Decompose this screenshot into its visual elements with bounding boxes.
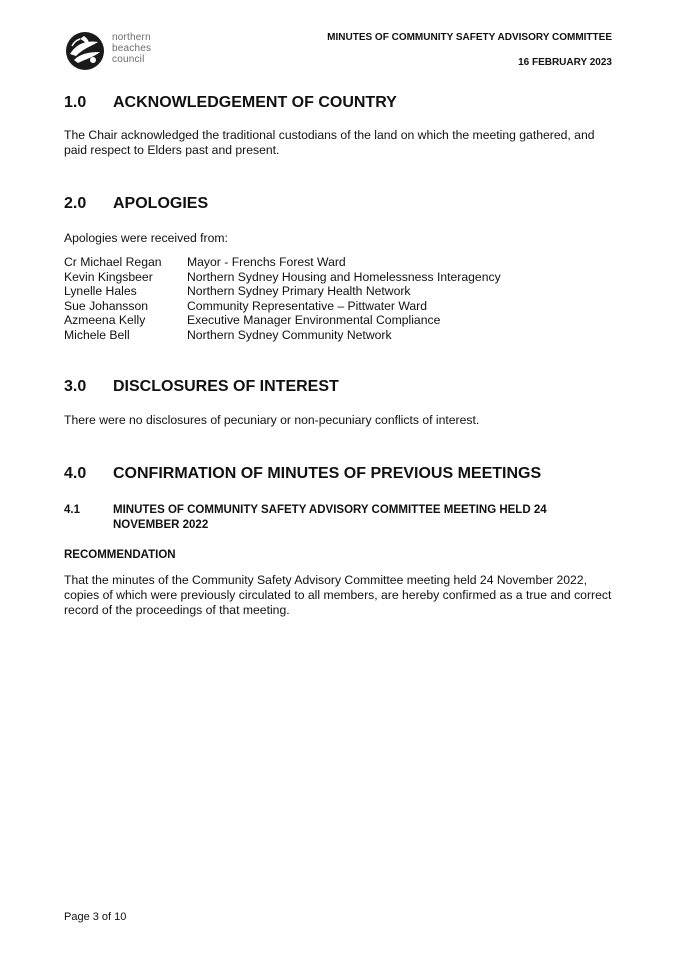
section-number: 1.0 bbox=[64, 94, 87, 111]
apology-name: Azmeena Kelly bbox=[64, 313, 146, 328]
document-title: MINUTES OF COMMUNITY SAFETY ADVISORY COMMITTEE bbox=[327, 32, 612, 43]
logo-line-1: northern bbox=[112, 32, 151, 43]
list-item bbox=[64, 299, 614, 314]
apology-name: Kevin Kingsbeer bbox=[64, 269, 153, 284]
section-title: ACKNOWLEDGEMENT OF COUNTRY bbox=[113, 94, 397, 111]
northern-beaches-council-logo-icon bbox=[64, 30, 106, 72]
document-date: 16 FEBRUARY 2023 bbox=[518, 57, 612, 68]
section-title: APOLOGIES bbox=[113, 195, 209, 212]
apology-role: Community Representative – Pittwater Ward bbox=[187, 298, 428, 313]
council-logo bbox=[64, 30, 174, 74]
section-heading-4 bbox=[64, 465, 541, 483]
subsection-title: MINUTES OF COMMUNITY SAFETY ADVISORY COMMITTEE MEETING HELD 24 NOVEMBER 2022 bbox=[113, 504, 547, 531]
section-heading-3 bbox=[64, 378, 339, 396]
apologies-list bbox=[64, 255, 614, 343]
apology-role: Executive Manager Environmental Compliance bbox=[187, 313, 441, 328]
logo-wordmark bbox=[112, 32, 151, 65]
apologies-intro: Apologies were received from: bbox=[64, 231, 228, 245]
section-title: DISCLOSURES OF INTEREST bbox=[113, 378, 339, 395]
list-item bbox=[64, 284, 614, 299]
apology-role: Northern Sydney Housing and Homelessness Interagency bbox=[187, 269, 501, 284]
section-number: 4.0 bbox=[64, 465, 87, 482]
list-item bbox=[64, 255, 614, 270]
apology-role: Northern Sydney Primary Health Network bbox=[187, 284, 411, 299]
list-item bbox=[64, 270, 614, 285]
section-heading-2 bbox=[64, 195, 208, 213]
section-title: CONFIRMATION OF MINUTES OF PREVIOUS MEETINGS bbox=[113, 465, 542, 482]
apology-name: Cr Michael Regan bbox=[64, 255, 162, 269]
apology-name: Lynelle Hales bbox=[64, 284, 137, 299]
subsection-heading-4-1 bbox=[64, 503, 604, 533]
apology-role: Northern Sydney Community Network bbox=[187, 327, 392, 342]
recommendation-heading: RECOMMENDATION bbox=[64, 549, 176, 561]
logo-line-3: council bbox=[112, 54, 145, 65]
section-number: 3.0 bbox=[64, 378, 87, 395]
list-item bbox=[64, 328, 614, 343]
section-heading-1 bbox=[64, 94, 397, 112]
apology-name: Sue Johansson bbox=[64, 298, 149, 313]
logo-line-2: beaches bbox=[112, 43, 152, 54]
acknowledgement-paragraph: The Chair acknowledged the traditional custodians of the land on which the meeting gathered, and paid respect to Elders past and present. bbox=[64, 128, 595, 157]
disclosures-paragraph: There were no disclosures of pecuniary or non-pecuniary conflicts of interest. bbox=[64, 413, 480, 427]
apology-name: Michele Bell bbox=[64, 327, 130, 342]
subsection-number: 4.1 bbox=[64, 504, 80, 516]
page-number: Page 3 of 10 bbox=[64, 911, 127, 923]
list-item bbox=[64, 313, 614, 328]
section-number: 2.0 bbox=[64, 195, 87, 212]
recommendation-paragraph: That the minutes of the Community Safety Advisory Committee meeting held 24 November 2022, copies of which were previously circulated to all members, are hereby confirmed as a true and correct record of the proceedings of that meeting. bbox=[64, 573, 612, 617]
apology-role: Mayor - Frenchs Forest Ward bbox=[187, 255, 346, 269]
